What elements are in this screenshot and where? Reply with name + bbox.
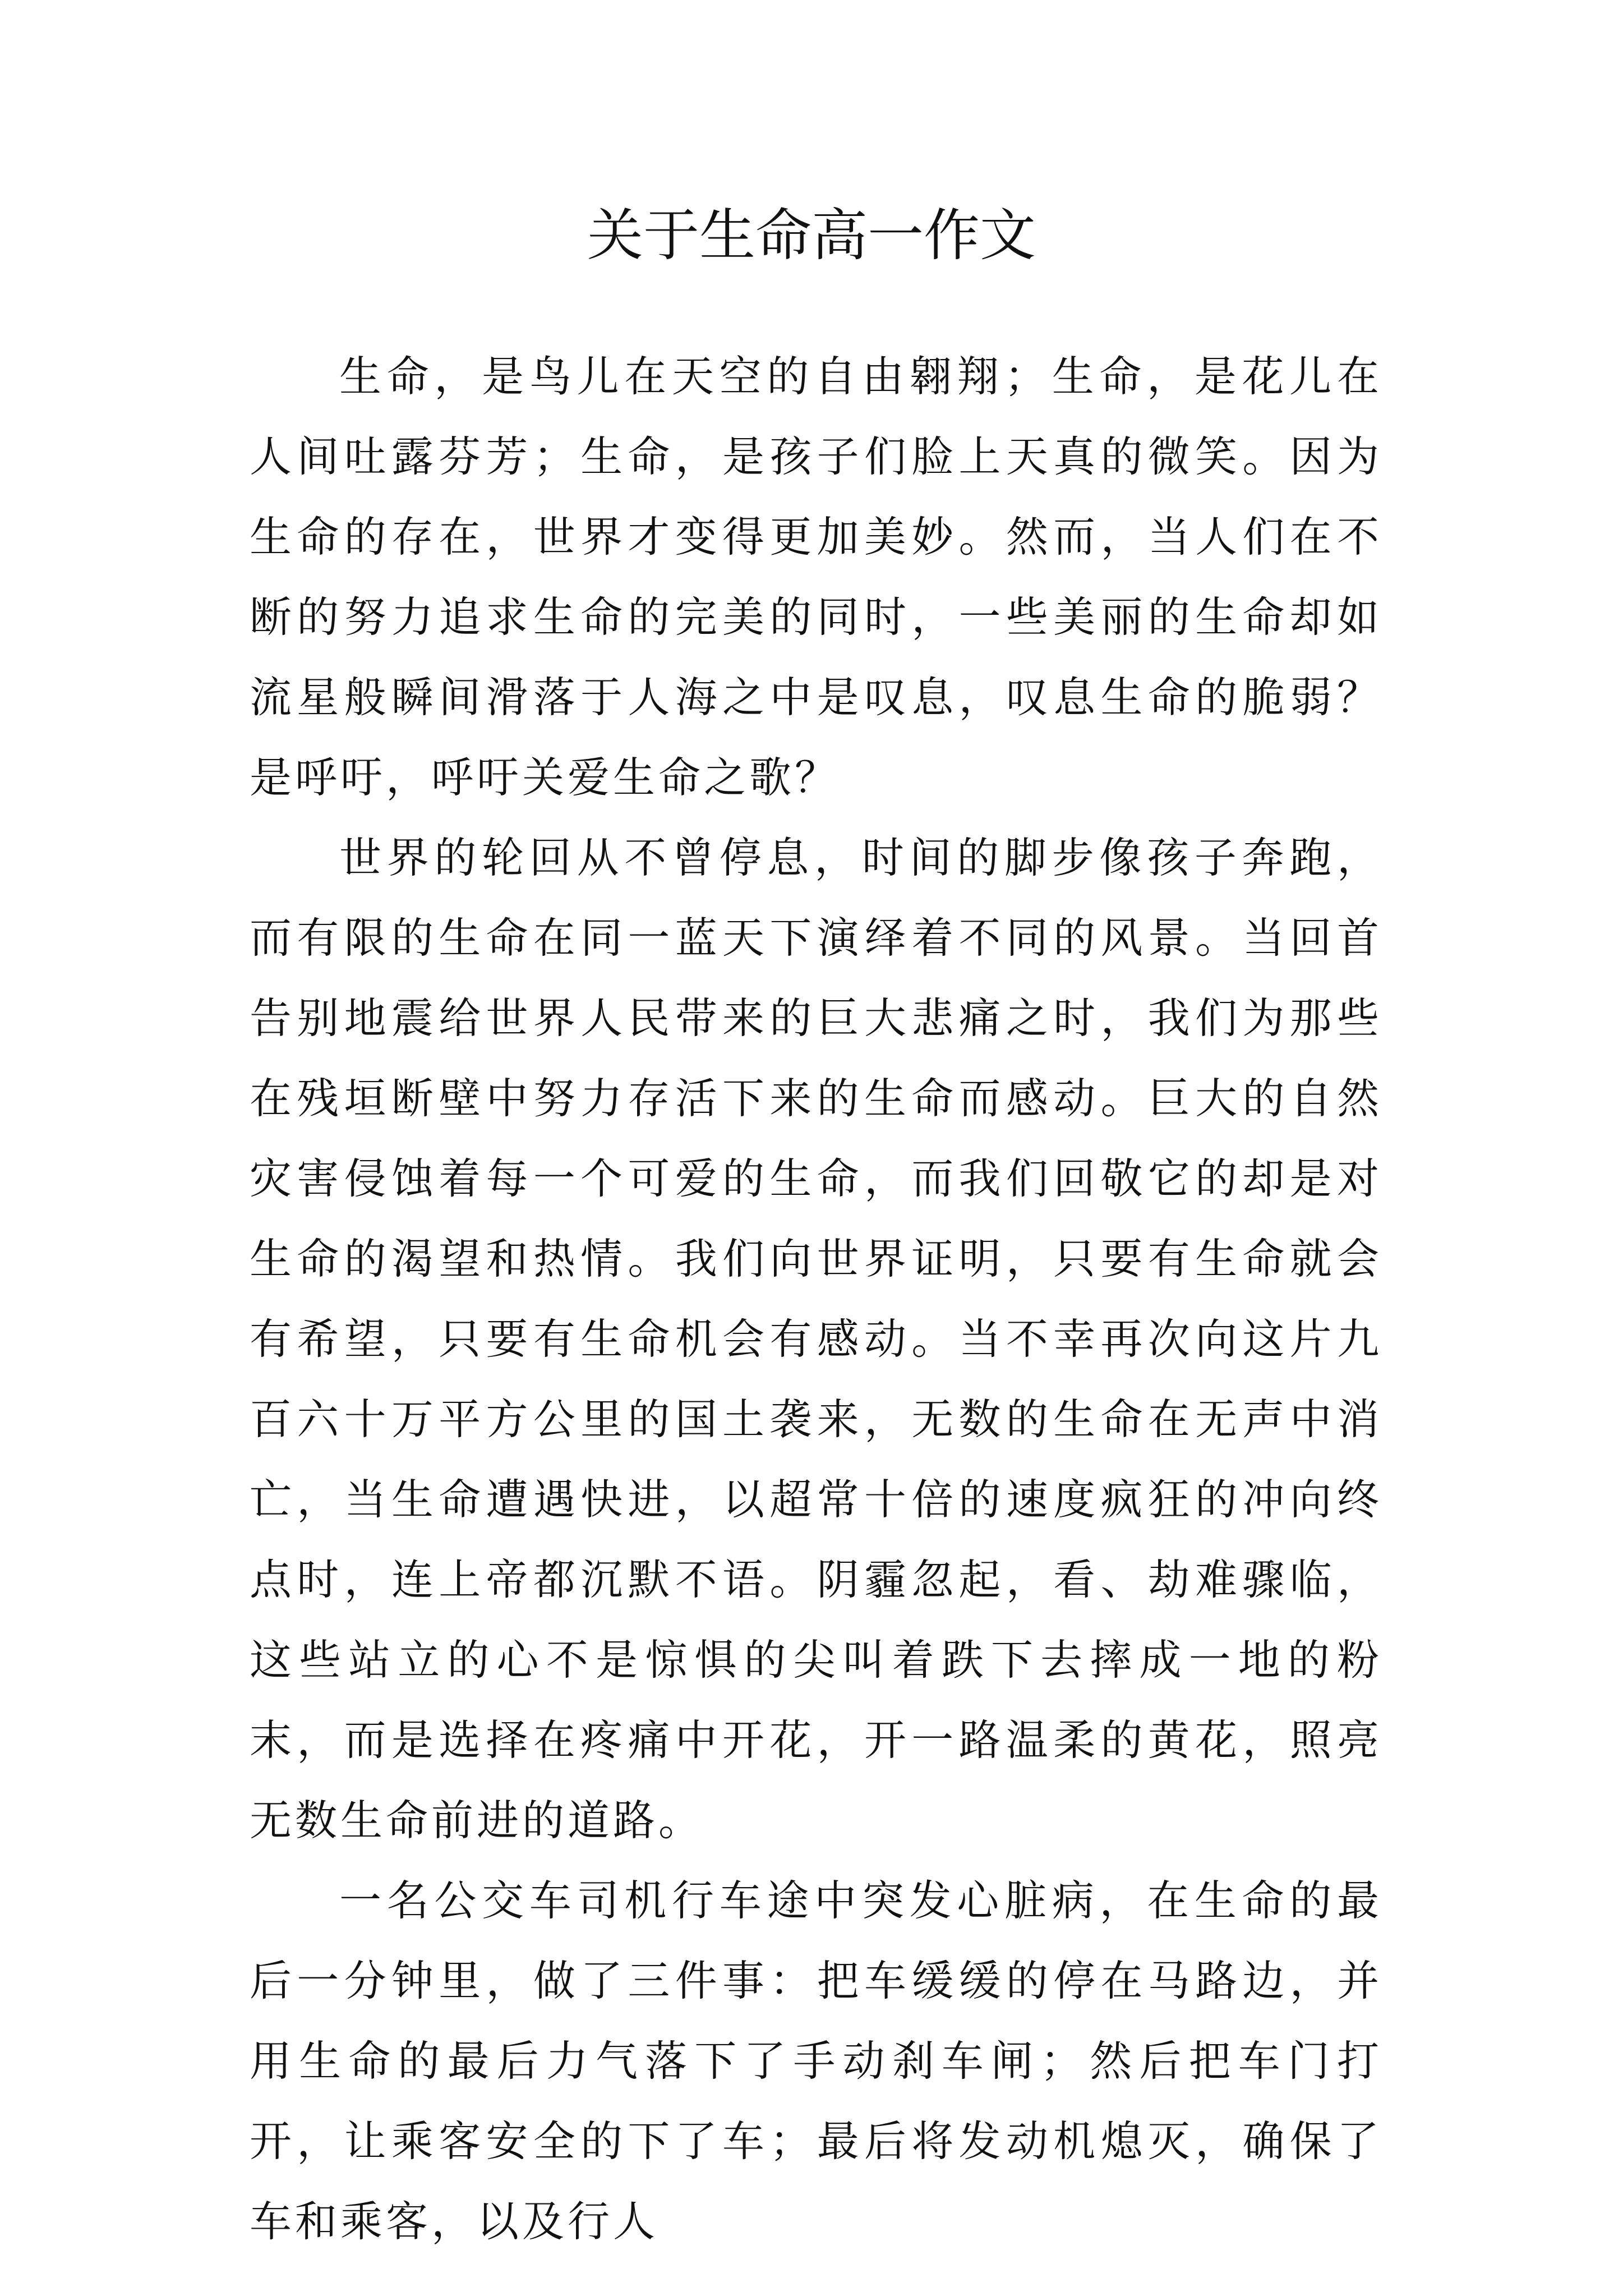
paragraph-1: 生命，是鸟儿在天空的自由翱翔；生命，是花儿在人间吐露芬芳；生命，是孩子们脸上天真的微笑。因为生命的存在，世界才变得更加美妙。然而，当人们在不断的努力追求生命的完美的同时，一些美丽的生命却如流星般瞬间滑落于人海之中是叹息，叹息生命的脆弱？是呼吁，呼吁关爱生命之歌？: [250, 352, 1382, 802]
document-body: [250, 337, 1382, 2262]
document-title: 关于生命高一作文: [587, 203, 1036, 268]
paragraph-3: 一名公交车司机行车途中突发心脏病，在生命的最后一分钟里，做了三件事：把车缓缓的停在马路边，并用生命的最后力气落下了手动刹车闸；然后把车门打开，让乘客安全的下了车；最后将发动机熄灭，确保了车和乘客，以及行人: [250, 1876, 1382, 2246]
paragraph-2: 世界的轮回从不曾停息，时间的脚步像孩子奔跑，而有限的生命在同一蓝天下演绎着不同的风景。当回首告别地震给世界人民带来的巨大悲痛之时，我们为那些在残垣断壁中努力存活下来的生命而感动。巨大的自然灾害侵蚀着每一个可爱的生命，而我们回敬它的却是对生命的渴望和热情。我们向世界证明，只要有生命就会有希望，只要有生命机会有感动。当不幸再次向这片九百六十万平方公里的国土袭来，无数的生命在无声中消亡，当生命遭遇快进，以超常十倍的速度疯狂的冲向终点时，连上帝都沉默不语。阴霾忽起，看、劫难骤临，这些站立的心不是惊惧的尖叫着跌下去摔成一地的粉末，而是选择在疼痛中开花，开一路温柔的黄花，照亮无数生命前进的道路。: [250, 833, 1382, 1845]
